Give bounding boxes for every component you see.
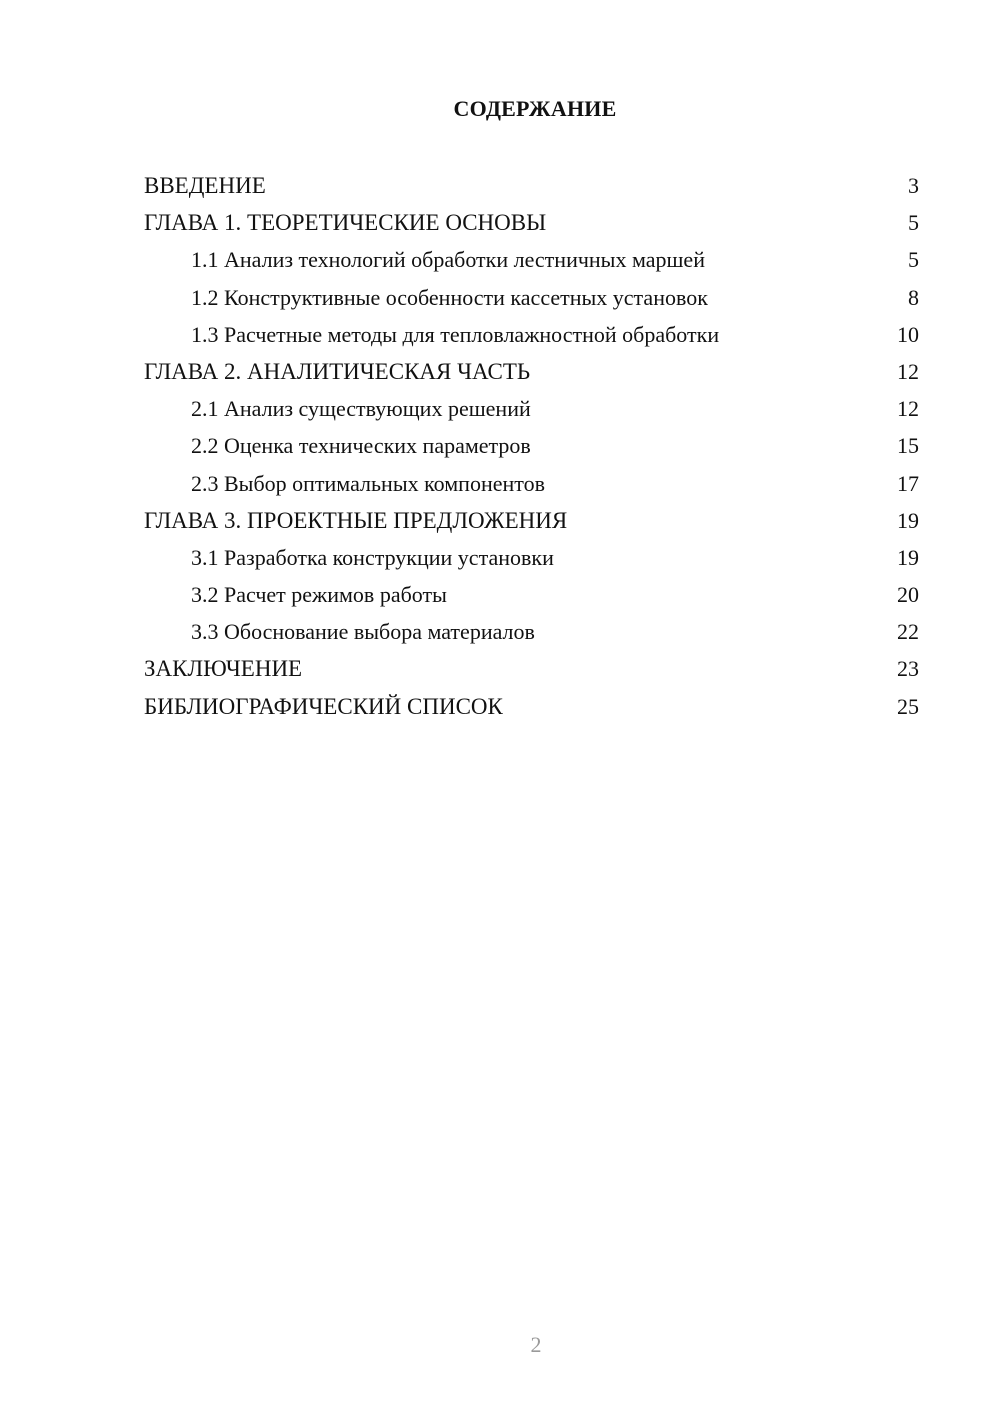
toc-entry-label: 3.3 Обоснование выбора материалов bbox=[191, 619, 535, 645]
toc-entry-label: 1.1 Анализ технологий обработки лестничных маршей bbox=[191, 247, 705, 273]
toc-entry bbox=[144, 316, 919, 353]
toc-entry bbox=[144, 576, 919, 613]
toc-entry bbox=[144, 167, 919, 204]
toc-entry bbox=[144, 204, 919, 241]
toc-entry-label: 3.1 Разработка конструкции установки bbox=[191, 544, 554, 570]
toc-entry-page: 12 bbox=[897, 358, 919, 384]
toc-entry bbox=[144, 465, 919, 502]
toc-entry-label: ГЛАВА 1. ТЕОРЕТИЧЕСКИЕ ОСНОВЫ bbox=[144, 210, 547, 236]
toc-entry-page: 5 bbox=[908, 247, 919, 273]
toc-entry-page: 12 bbox=[897, 396, 919, 422]
toc-entry bbox=[144, 688, 919, 725]
toc-entry-page: 8 bbox=[908, 284, 919, 310]
toc-entry bbox=[144, 241, 919, 278]
toc-entry-page: 17 bbox=[897, 470, 919, 496]
toc-entry-page: 20 bbox=[897, 582, 919, 608]
toc-entry bbox=[144, 279, 919, 316]
toc-entry-page: 22 bbox=[897, 619, 919, 645]
toc-entry bbox=[144, 353, 919, 390]
page-number: 2 bbox=[530, 1332, 542, 1357]
toc-entry bbox=[144, 613, 919, 650]
table-of-contents bbox=[144, 167, 919, 725]
toc-entry-label: 1.3 Расчетные методы для тепловлажностной обработки bbox=[191, 321, 720, 347]
toc-entry-page: 3 bbox=[908, 173, 919, 198]
toc-entry-label: 2.1 Анализ существующих решений bbox=[191, 396, 531, 422]
toc-entry-label: ВВЕДЕНИЕ bbox=[144, 173, 266, 198]
toc-entry-label: БИБЛИОГРАФИЧЕСКИЙ СПИСОК bbox=[144, 693, 503, 719]
toc-entry-page: 15 bbox=[897, 433, 919, 459]
toc-entry bbox=[144, 650, 919, 687]
toc-entry-page: 10 bbox=[897, 321, 919, 347]
toc-entry-label: 1.2 Конструктивные особенности кассетных установок bbox=[191, 284, 708, 310]
toc-entry-page: 25 bbox=[897, 693, 919, 719]
toc-entry-label: 3.2 Расчет режимов работы bbox=[191, 582, 447, 608]
page-title: СОДЕРЖАНИЕ bbox=[453, 96, 617, 121]
toc-entry bbox=[144, 539, 919, 576]
toc-entry-page: 19 bbox=[897, 544, 919, 570]
toc-entry-label: 2.2 Оценка технических параметров bbox=[191, 433, 531, 459]
toc-entry-label: ГЛАВА 2. АНАЛИТИЧЕСКАЯ ЧАСТЬ bbox=[144, 358, 531, 384]
toc-entry-page: 23 bbox=[897, 656, 919, 682]
toc-entry bbox=[144, 427, 919, 464]
toc-entry-label: 2.3 Выбор оптимальных компонентов bbox=[191, 470, 545, 496]
toc-entry bbox=[144, 390, 919, 427]
toc-entry bbox=[144, 502, 919, 539]
toc-entry-label: ГЛАВА 3. ПРОЕКТНЫЕ ПРЕДЛОЖЕНИЯ bbox=[144, 507, 568, 533]
toc-entry-label: ЗАКЛЮЧЕНИЕ bbox=[144, 656, 303, 682]
toc-entry-page: 5 bbox=[908, 210, 919, 236]
toc-entry-page: 19 bbox=[897, 507, 919, 533]
